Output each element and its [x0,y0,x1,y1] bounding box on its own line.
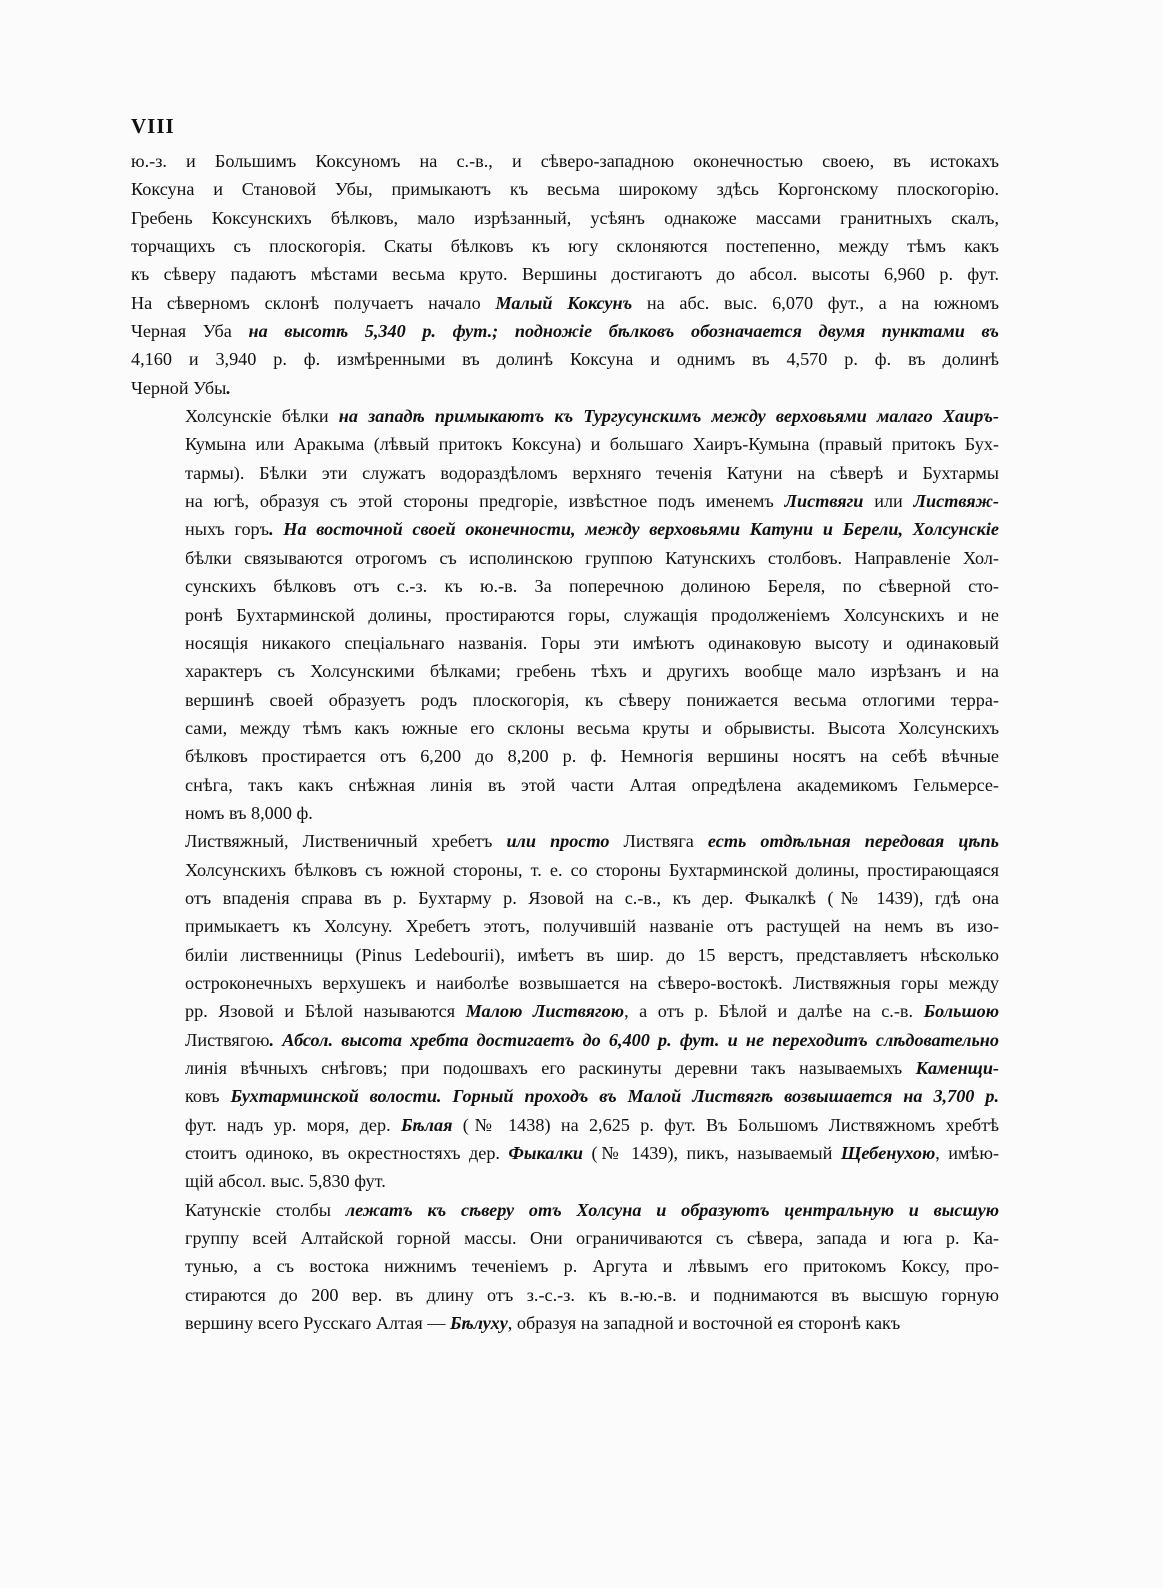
italic-term: есть отдѣльная передовая цѣпь [693,831,999,852]
text-run: тармы). Бѣлки эти служатъ водораздѣломъ верхняго теченія Катуни на сѣверѣ и Бухтармы [185,462,999,483]
text-line [131,487,999,515]
text-run: ронѣ Бухтарминской долины, простираются горы, служащія продолженіемъ Холсунскихъ и не [185,604,999,625]
text-run: Коксуна и Становой Убы, примыкаютъ къ весьма широкому здѣсь Коргонскому плоскогорію. [131,179,999,200]
text-run: Листвяжный, Лиственичный хребетъ [185,831,493,852]
italic-term: Листвяги [784,491,864,512]
text-run: вершинѣ своей образуетъ родъ плоскогорія, къ сѣверу понижается весьма отлогими терра- [185,689,999,710]
text-run: сами, между тѣмъ какъ южные его склоны весьма круты и обрывисты. Высота Холсунскихъ [185,717,999,738]
text-run: номъ въ 8,000 ф. [185,802,313,823]
text-line [131,941,999,969]
italic-term: . [226,377,231,398]
italic-term: на высотѣ 5,340 р. фут.; подножіе бѣлковъ обозначается двумя пунктами въ [231,321,999,342]
text-run: На сѣверномъ склонѣ получаетъ начало [131,292,496,313]
text-line [131,827,999,855]
text-run: Черной Убы [131,377,227,398]
text-run: или [863,491,914,512]
text-line [131,204,999,232]
text-run: Холсунскихъ бѣлковъ съ южной стороны, т. е. со стороны Бухтарминской долины, простирающаяся [185,859,999,880]
text-run: стоитъ одиноко, въ окрестностяхъ дер. [185,1143,509,1164]
italic-term: Малый Коксунъ [495,292,633,313]
text-line [131,147,999,175]
text-line [131,1111,999,1139]
text-run: (№ 1438) на 2,625 р. фут. Въ Большомъ Листвяжномъ хребтѣ [452,1114,1000,1135]
text-run: бѣлки связываются отрогомъ съ исполинскою группою Катунскихъ столбовъ. Направленіе Хол- [185,547,999,568]
text-run: снѣга, такъ какъ снѣжная линія въ этой части Алтая опредѣлена академикомъ Гельмерсе- [185,774,999,795]
text-run: вершину всего Русскаго Алтая — [185,1313,450,1334]
text-run: Листвяга [623,831,694,852]
text-line [131,459,999,487]
text-line [131,430,999,458]
text-line [131,317,999,345]
text-run: на абс. выс. 6,070 фут., а на южномъ [632,292,999,313]
text-line [131,1054,999,1082]
body-text [131,147,999,1337]
italic-term: . Абсол. высота хребта достигаетъ до 6,400 р. фут. и не переходитъ слѣдовательно [269,1029,999,1050]
text-run: 4,160 и 3,940 р. ф. измѣренными въ долинѣ Коксуна и однимъ въ 4,570 р. ф. въ долинѣ [131,349,999,370]
text-run: сунскихъ бѣлковъ отъ с.-з. къ ю.-в. За поперечною долиною Береля, по сѣверной сто- [185,576,999,597]
text-line [131,1252,999,1280]
text-line [131,175,999,203]
text-run: , образуя на западной и восточной ея сторонѣ какъ [507,1313,901,1334]
italic-term: Фыкалки [508,1143,584,1164]
italic-term: Бѣлуху [450,1313,508,1334]
text-run: Листвягою [185,1029,270,1050]
text-run: къ сѣверу падаютъ мѣстами весьма круто. Вершины достигаютъ до абсол. высоты 6,960 р. фут. [131,264,999,285]
italic-term: Щебенухою [840,1143,936,1164]
text-run: , имѣю- [935,1143,999,1164]
text-line [131,1026,999,1054]
text-line [131,1082,999,1110]
italic-term: лежатъ къ сѣверу отъ Холсуна и образуютъ центральную и высшую [331,1199,999,1220]
text-line [131,629,999,657]
text-line [131,657,999,685]
text-run: примыкаетъ къ Холсуну. Хребетъ этотъ, получившій названіе отъ растущей на немъ въ изо- [185,916,999,937]
text-line [131,714,999,742]
text-run: линія вѣчныхъ снѣговъ; при подошвахъ его раскинуты деревни такъ называемыхъ [185,1058,916,1078]
italic-term: или просто [492,831,624,852]
text-line [131,1281,999,1309]
italic-term: Листвяж- [913,491,999,512]
paragraph [131,1196,999,1338]
text-line [131,1167,999,1195]
text-line [131,572,999,600]
text-run: фут. надъ ур. моря, дер. [185,1114,401,1135]
italic-term: Бухтарминской волости. Горный проходъ въ Малой Листвягѣ возвышается на 3,700 р. [219,1086,999,1107]
text-run: (№ 1439), пикъ, называемый [583,1143,841,1164]
text-run: , а отъ р. Бѣлой и далѣе на с.-в. [624,1001,924,1022]
text-line [131,912,999,940]
text-line [131,686,999,714]
italic-term: Каменщи- [915,1058,999,1078]
text-line [131,1309,999,1337]
text-run: отъ впаденія справа въ р. Бухтарму р. Язовой на с.-в., къ дер. Фыкалкѣ (№ 1439), гдѣ она [185,887,999,908]
text-line [131,884,999,912]
text-run: носящія никакого спеціальнаго названія. Горы эти имѣютъ одинаковую высоту и одинаковый [185,632,999,653]
text-run: Гребень Коксунскихъ бѣлковъ, мало изрѣзанный, усѣянъ однакоже массами гранитныхъ скалъ, [131,207,999,228]
text-run: Черная Уба [131,321,232,342]
text-run: остроконечныхъ верхушекъ и наиболѣе возвышается на сѣверо-востокѣ. Листвяжныя горы между [185,972,999,993]
italic-term: . На восточной своей оконечности, между верховьями Катуни и Берели, Холсунскіе [269,519,999,540]
text-run: рр. Язовой и Бѣлой называются [185,1001,466,1022]
text-line [131,997,999,1025]
text-line [131,969,999,997]
paragraph [131,402,999,827]
text-line [131,374,999,402]
text-line [131,289,999,317]
text-run: Катунскіе столбы [185,1199,332,1220]
paragraph [131,147,999,402]
text-run: торчащихъ съ плоскогорія. Скаты бѣлковъ къ югу склоняются постепенно, между тѣмъ какъ [131,236,999,257]
text-line [131,345,999,373]
text-run: группу всей Алтайской горной массы. Они ограничиваются съ сѣвера, запада и юга р. Ка- [185,1228,999,1249]
text-line [131,1139,999,1167]
text-line [131,232,999,260]
text-run: стираются до 200 вер. въ длину отъ з.-с.-з. къ в.-ю.-в. и поднимаются въ высшую горную [185,1284,999,1305]
text-run: Кумына или Аракыма (лѣвый притокъ Коксуна) и большаго Хаиръ-Кумына (правый притокъ Бух- [185,434,999,455]
text-line [131,1196,999,1224]
text-run: Холсунскіе бѣлки [185,406,329,427]
italic-term: Бѣлая [400,1114,453,1135]
text-line [131,515,999,543]
text-line [131,601,999,629]
page-number: VIII [131,114,175,138]
text-run: тунью, а съ востока нижнимъ теченіемъ р. Аргута и лѣвымъ его притокомъ Коксу, про- [185,1256,999,1277]
italic-term: на западѣ примыкаютъ къ Тургусунскимъ между верховьями малаго Хаиръ- [328,406,999,427]
text-line [131,260,999,288]
text-line [131,771,999,799]
text-line [131,742,999,770]
text-line [131,856,999,884]
text-line [131,799,999,827]
text-line [131,402,999,430]
text-run: ковъ [185,1086,220,1107]
text-run: характеръ съ Холсунскими бѣлками; гребень тѣхъ и другихъ вообще мало изрѣзанъ и на [185,661,999,682]
text-run: ю.-з. и Большимъ Коксуномъ на с.-в., и сѣверо-западною оконечностью своею, въ истокахъ [131,151,999,171]
text-run: ныхъ горъ [185,519,270,540]
text-run: бѣлковъ простирается отъ 6,200 до 8,200 р. ф. Немногія вершины носятъ на себѣ вѣчные [185,746,999,767]
italic-term: Большою [923,1001,999,1022]
text-line [131,544,999,572]
text-run: на югѣ, образуя съ этой стороны предгоріе, извѣстное подъ именемъ [185,491,785,512]
text-line [131,1224,999,1252]
text-run: щій абсол. выс. 5,830 фут. [185,1171,386,1192]
italic-term: Малою Листвягою [465,1001,625,1022]
text-run: биліи лиственницы (Pinus Ledebourii), имѣетъ въ шир. до 15 верстъ, представляетъ нѣсколько [185,944,999,965]
paragraph [131,827,999,1195]
